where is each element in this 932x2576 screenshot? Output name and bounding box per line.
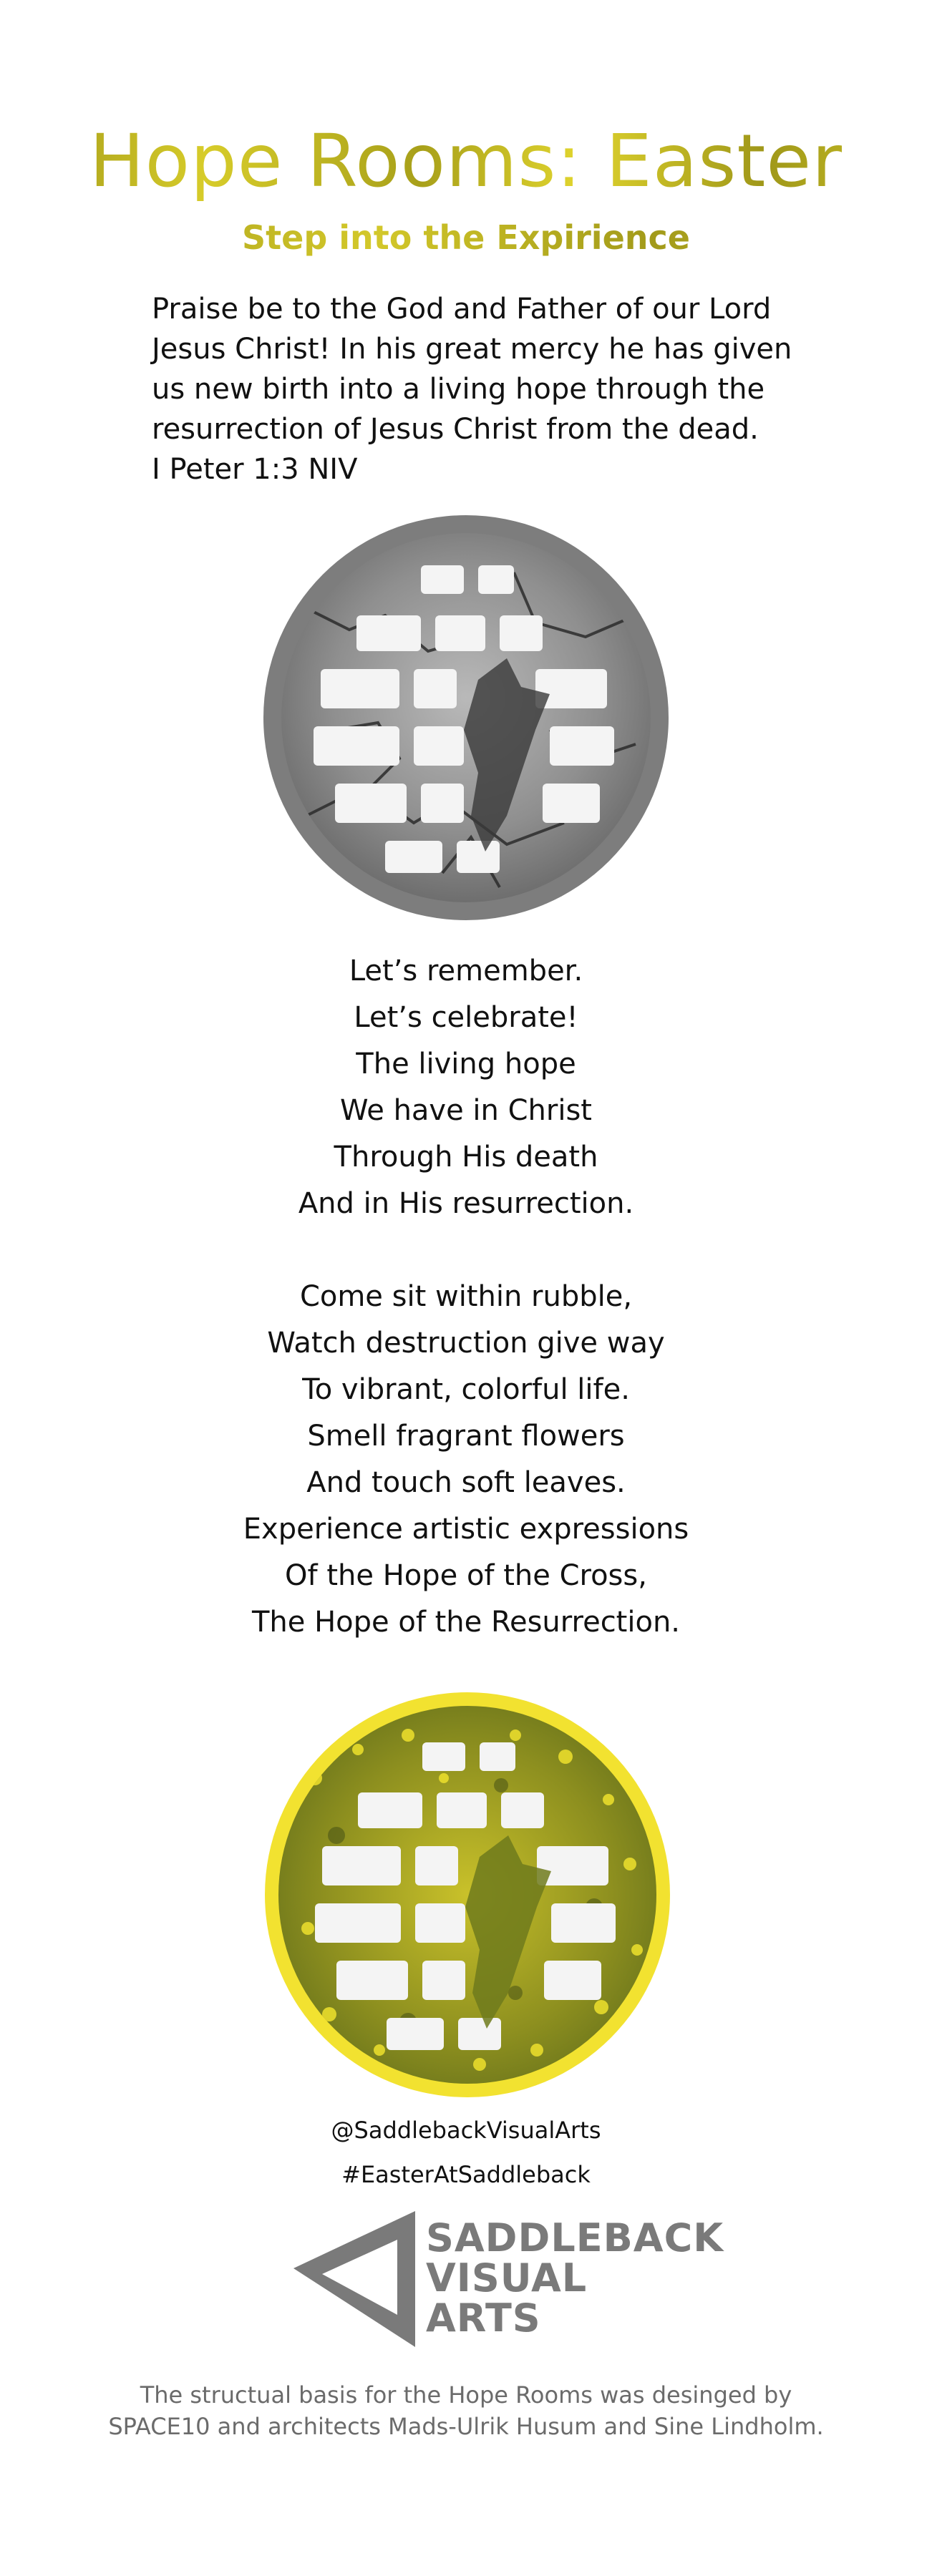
poem-line: Watch destruction give way [267,1327,665,1360]
poem-line: Experience artistic expressions [243,1513,689,1546]
poem-line: Let’s celebrate! [354,1001,578,1034]
flower-badge-image [265,1692,670,2097]
footer-credits [0,2379,932,2442]
poem-line: The living hope [356,1048,576,1080]
logo-line: VISUAL [426,2255,588,2301]
poem-line: Through His death [334,1141,598,1174]
poem-line: Let’s remember. [349,955,583,987]
hashtag: #EasterAtSaddleback [341,2161,591,2188]
footer-line: The structual basis for the Hope Rooms was desinged by [140,2381,792,2409]
verse-line: us new birth into a living hope through the [152,373,765,406]
footer-line: SPACE10 and architects Mads-Ulrik Husum and Sine Lindholm. [108,2413,824,2440]
page-title: Hope Rooms: Easter [0,122,932,202]
poem-line: We have in Christ [340,1094,592,1127]
verse-line: Praise be to the God and Father of our Lord [152,293,772,326]
poem-line: Smell fragrant flowers [307,1420,625,1453]
verse-line: Jesus Christ! In his great mercy he has given [152,333,792,366]
social-links [0,2108,932,2197]
logo-wordmark [426,2215,724,2341]
stanza-gap [0,1227,932,1274]
logo-line: SADDLEBACK [426,2215,724,2260]
poem [0,948,932,1646]
logo-line: ARTS [426,2296,541,2341]
rubble-badge-image [263,515,669,920]
social-handle: @SaddlebackVisualArts [331,2117,601,2144]
verse-line: resurrection of Jesus Christ from the dead. [152,413,759,446]
poem-line: Of the Hope of the Cross, [285,1559,647,1592]
page-subtitle: Step into the Expirience [0,218,932,258]
scripture-verse [152,289,839,489]
poem-line: To vibrant, colorful life. [302,1373,630,1406]
poem-line: The Hope of the Resurrection. [251,1606,681,1639]
poem-line: And touch soft leaves. [306,1466,626,1499]
poem-line: And in His resurrection. [298,1187,634,1220]
poem-line: Come sit within rubble, [299,1280,633,1313]
verse-reference: I Peter 1:3 NIV [152,453,358,486]
